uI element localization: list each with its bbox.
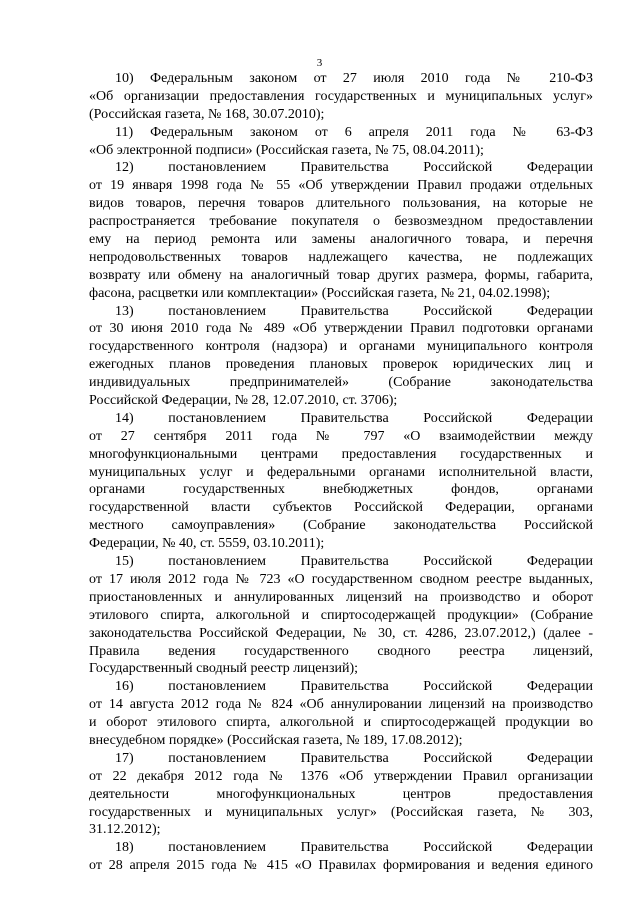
document-body: [89, 70, 593, 875]
text-line: от 22 декабря 2012 года № 1376 «Об утверждении Правил организации: [89, 768, 593, 784]
text-line: 16) постановлением Правительства Российской Федерации: [115, 679, 593, 695]
text-line: индивидуальных предпринимателей» (Собрание законодательства: [89, 375, 593, 391]
text-line: местного самоуправления» (Собрание законодательства Российской: [89, 518, 593, 534]
text-line: от 14 августа 2012 года № 824 «Об аннулировании лицензий на производство: [89, 697, 593, 713]
text-line: «Об электронной подписи» (Российская газета, № 75, 08.04.2011);: [89, 142, 484, 158]
page-number: 3: [316, 57, 323, 69]
text-line: Правила ведения государственного сводного реестра лицензий,: [89, 643, 593, 659]
text-line: от 27 сентября 2011 года № 797 «О взаимодействии между: [89, 428, 593, 444]
text-line: этилового спирта, алкогольной и спиртосодержащей продукции» (Собрание: [89, 607, 593, 623]
text-line: приостановленных и аннулированных лицензий на производство и оборот: [89, 589, 593, 605]
text-line: (Российская газета, № 168, 30.07.2010);: [89, 106, 325, 122]
text-line: 12) постановлением Правительства Российской Федерации: [115, 160, 593, 176]
text-line: Федерации, № 40, ст. 5559, 03.10.2011);: [89, 536, 325, 552]
text-line: и оборот этилового спирта, алкогольной и спиртосодержащей продукции во: [89, 715, 593, 731]
text-line: от 19 января 1998 года № 55 «Об утверждении Правил продажи отдельных: [89, 178, 593, 194]
text-line: 15) постановлением Правительства Российской Федерации: [115, 554, 593, 570]
text-line: фасона, расцветки или комплектации» (Российская газета, № 21, 04.02.1998);: [89, 285, 551, 301]
text-line: от 28 апреля 2015 года № 415 «О Правилах формирования и ведения единого: [89, 858, 593, 874]
text-line: Государственный сводный реестр лицензий);: [89, 661, 359, 677]
text-line: «Об организации предоставления государственных и муниципальных услуг»: [89, 88, 593, 104]
text-line: возврату или обмену на аналогичный товар других размера, формы, габарита,: [89, 267, 593, 283]
text-line: органами государственных внебюджетных фондов, органами: [89, 482, 593, 498]
text-line: 18) постановлением Правительства Российской Федерации: [115, 840, 593, 856]
text-line: многофункциональными центрами предоставления государственных и: [89, 446, 593, 462]
text-line: 13) постановлением Правительства Российской Федерации: [115, 303, 593, 319]
text-line: муниципальных услуг и федеральными органами исполнительной власти,: [89, 464, 593, 480]
list-item-paragraph: [89, 839, 593, 875]
text-line: 10) Федеральным законом от 27 июля 2010 года № 210-ФЗ: [115, 71, 593, 86]
text-line: законодательства Российской Федерации, № 30, ст. 4286, 23.07.2012,) (далее -: [89, 625, 593, 641]
text-line: 31.12.2012);: [89, 822, 161, 838]
text-line: видов товаров, перечня товаров длительного пользования, на которые не: [89, 196, 593, 212]
list-item-paragraph: [89, 124, 593, 160]
text-line: государственных и муниципальных услуг» (Российская газета, № 303,: [89, 804, 593, 820]
list-item-paragraph: [89, 750, 593, 839]
text-line: распространяется требование покупателя о безвозмездном предоставлении: [89, 214, 593, 230]
text-line: внесудебном порядке» (Российская газета, № 189, 17.08.2012);: [89, 732, 463, 748]
list-item-paragraph: [89, 678, 593, 750]
text-line: ему на период ремонта или замены аналогичного товара, и перечня: [89, 232, 593, 248]
list-item-paragraph: [89, 303, 593, 410]
list-item-paragraph: [89, 70, 593, 124]
list-item-paragraph: [89, 159, 593, 302]
text-line: Российской Федерации, № 28, 12.07.2010, ст. 3706);: [89, 393, 398, 409]
list-item-paragraph: [89, 553, 593, 678]
text-line: от 17 июля 2012 года № 723 «О государственном сводном реестре выданных,: [89, 571, 593, 587]
text-line: ежегодных планов проведения плановых проверок юридических лиц и: [89, 357, 593, 373]
text-line: деятельности многофункциональных центров предоставления: [89, 786, 593, 802]
text-line: 11) Федеральным законом от 6 апреля 2011 года № 63-ФЗ: [115, 124, 593, 140]
text-line: государственной власти субъектов Российской Федерации, органами: [89, 500, 593, 516]
text-line: от 30 июня 2010 года № 489 «Об утверждении Правил подготовки органами: [89, 321, 593, 337]
text-line: 17) постановлением Правительства Российской Федерации: [115, 750, 593, 766]
text-line: непродовольственных товаров надлежащего качества, не подлежащих: [89, 249, 593, 265]
list-item-paragraph: [89, 410, 593, 553]
text-line: 14) постановлением Правительства Российской Федерации: [115, 410, 593, 426]
text-line: государственного контроля (надзора) и органами муниципального контроля: [89, 339, 593, 355]
